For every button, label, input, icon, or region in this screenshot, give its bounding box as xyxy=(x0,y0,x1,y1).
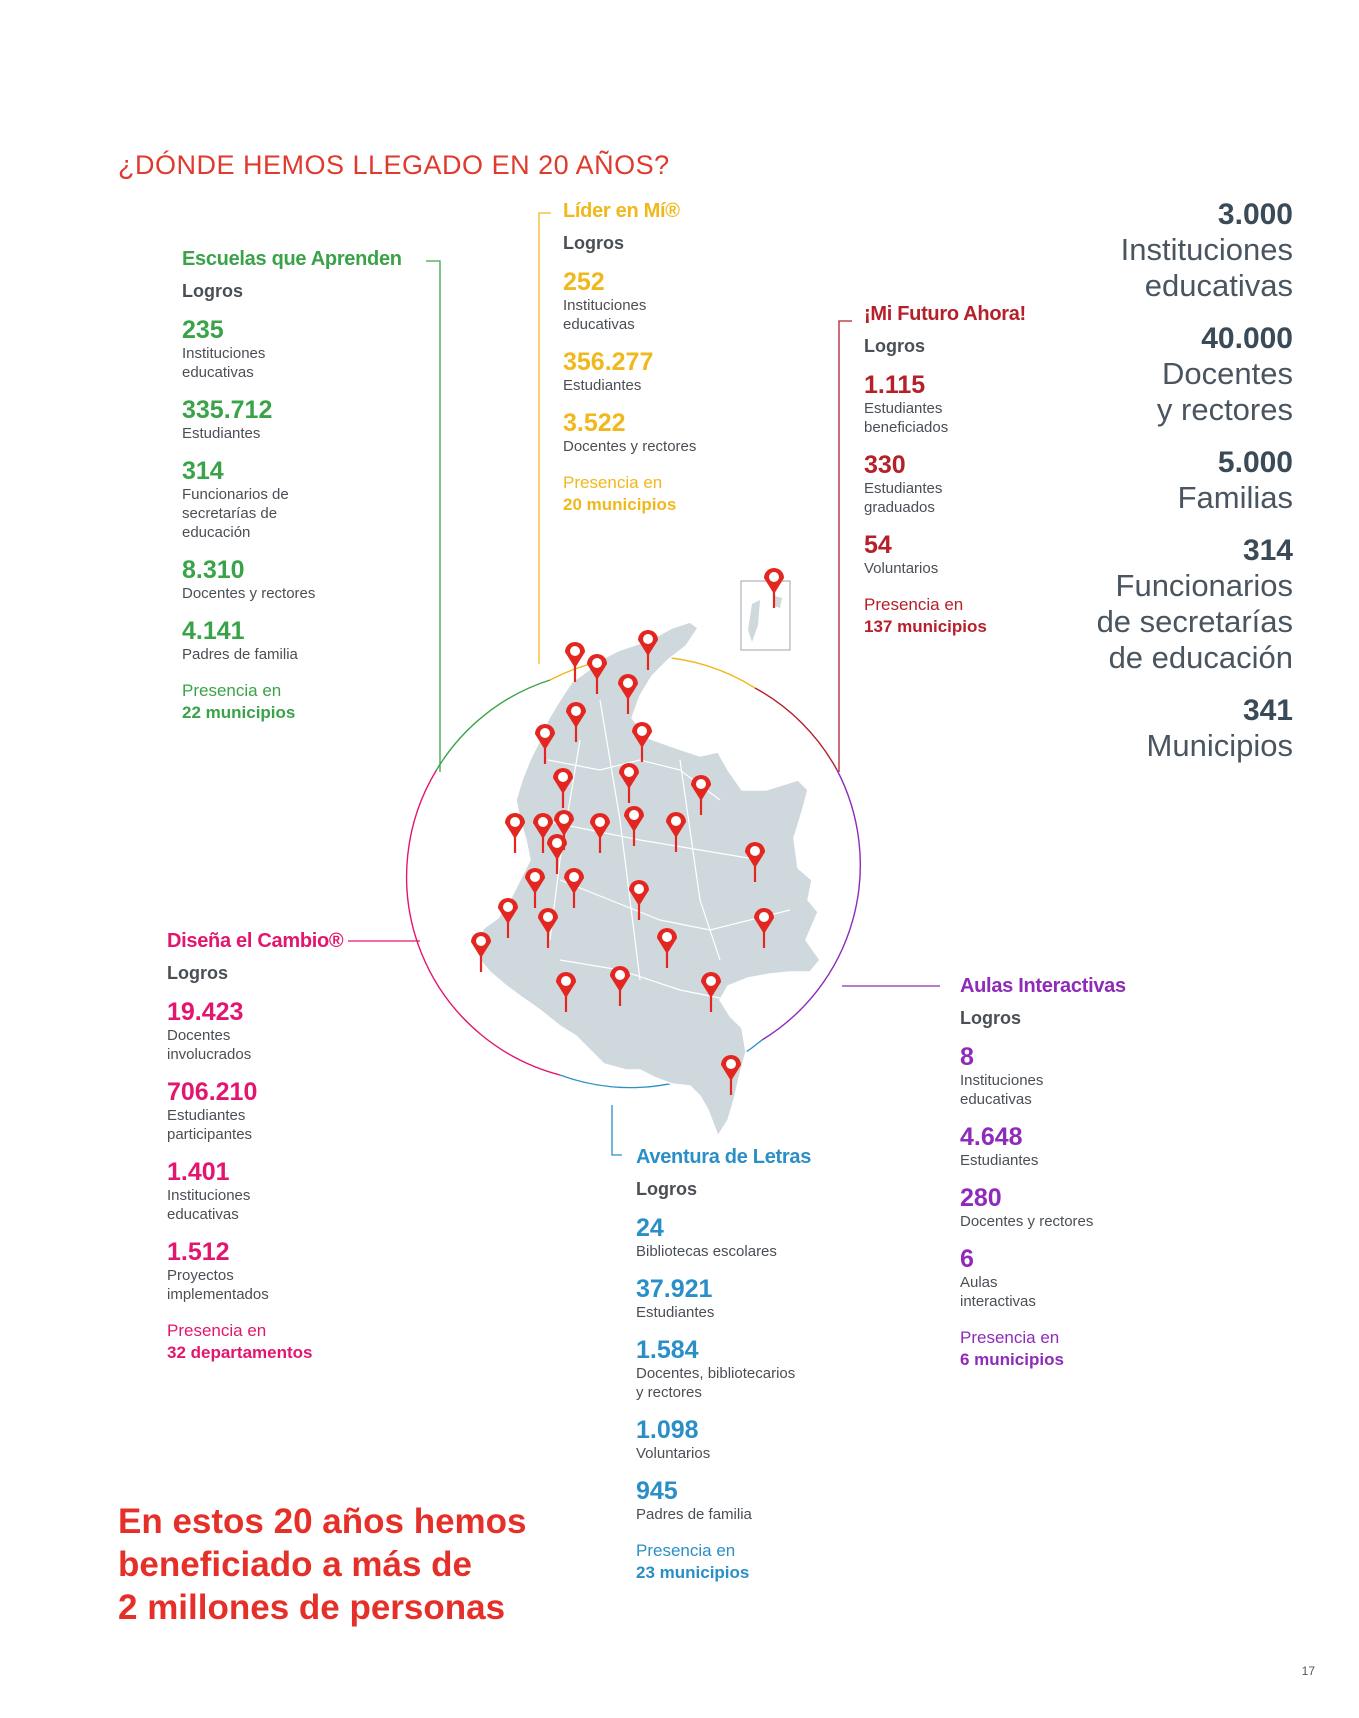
lider-connector xyxy=(539,213,551,664)
escuelas-presence xyxy=(182,680,422,724)
stat-label: Bibliotecas escolares xyxy=(636,1243,777,1260)
stat-number: 8.310 xyxy=(182,556,245,584)
stat-number: 4.141 xyxy=(182,617,245,645)
aventura-stat xyxy=(636,1336,866,1402)
aulas-presence xyxy=(960,1327,1190,1371)
aulas-logros: Logros xyxy=(960,1008,1021,1028)
summary-number: 40.000 xyxy=(1201,322,1293,355)
summary-label: Instituciones educativas xyxy=(1120,232,1293,303)
escuelas-stats xyxy=(182,316,422,664)
lider-title: Líder en Mí® xyxy=(563,200,680,222)
providencia-island xyxy=(774,596,782,608)
aventura-stats xyxy=(636,1214,866,1524)
summary-number: 341 xyxy=(1242,694,1293,727)
aventura-presence xyxy=(636,1540,866,1584)
lider-stat xyxy=(563,268,783,334)
presence-label: Presencia en xyxy=(167,1321,267,1340)
presence-label: Presencia en xyxy=(563,473,663,492)
aventura-logros: Logros xyxy=(636,1179,697,1199)
stat-label: Estudiantes participantes xyxy=(167,1107,253,1143)
lider-presence xyxy=(563,472,783,516)
futuro-connector xyxy=(839,321,852,772)
summary-item xyxy=(1097,446,1293,516)
presence-label: Presencia en xyxy=(960,1328,1060,1347)
summary-item xyxy=(1097,694,1293,764)
stat-number: 1.115 xyxy=(864,371,926,399)
aulas-stat xyxy=(960,1123,1190,1170)
stat-number: 54 xyxy=(864,531,892,559)
headline-part3: 2 millones de personas xyxy=(118,1588,506,1627)
presence-label: Presencia en xyxy=(636,1541,736,1560)
stat-label: Aulas interactivas xyxy=(960,1274,1036,1310)
stat-number: 280 xyxy=(960,1184,1002,1212)
stat-label: Estudiantes xyxy=(636,1304,715,1321)
lider-logros: Logros xyxy=(563,233,624,253)
stat-label: Estudiantes xyxy=(960,1152,1039,1169)
stat-number: 19.423 xyxy=(167,998,244,1026)
page-title: ¿DÓNDE HEMOS LLEGADO EN 20 AÑOS? xyxy=(118,150,670,180)
futuro-title: ¡Mi Futuro Ahora! xyxy=(864,303,1026,325)
lider-stats xyxy=(563,268,783,456)
stat-label: Padres de familia xyxy=(636,1506,752,1523)
stat-number: 945 xyxy=(636,1477,678,1505)
presence-value: 20 municipios xyxy=(563,495,677,514)
headline-part1: En estos xyxy=(118,1502,274,1541)
stat-number: 6 xyxy=(960,1245,974,1273)
stat-label: Proyectos implementados xyxy=(167,1267,269,1303)
aulas-stat xyxy=(960,1184,1190,1231)
futuro-logros: Logros xyxy=(864,336,925,356)
futuro-stats xyxy=(864,371,1084,578)
escuelas-block xyxy=(182,248,422,724)
aventura-stat xyxy=(636,1275,866,1322)
escuelas-stat xyxy=(182,396,422,443)
escuelas-title: Escuelas que Aprenden xyxy=(182,248,402,270)
stat-label: Instituciones educativas xyxy=(167,1187,251,1223)
stat-label: Voluntarios xyxy=(864,560,939,577)
stat-label: Docentes involucrados xyxy=(167,1027,252,1063)
presence-value: 137 municipios xyxy=(864,617,987,636)
stat-number: 1.098 xyxy=(636,1416,699,1444)
stat-label: Estudiantes beneficiados xyxy=(864,400,949,436)
stat-label: Instituciones educativas xyxy=(563,297,647,333)
colombia-map xyxy=(476,622,820,1136)
summary-number: 5.000 xyxy=(1217,446,1293,479)
stat-label: Instituciones educativas xyxy=(960,1072,1044,1108)
futuro-stat xyxy=(864,531,1084,578)
stat-number: 314 xyxy=(182,457,224,485)
summary-label: Familias xyxy=(1177,480,1293,515)
aventura-stat xyxy=(636,1477,866,1524)
stat-label: Docentes y rectores xyxy=(960,1213,1094,1230)
san-andres-inset xyxy=(741,581,790,650)
lider-stat xyxy=(563,348,783,395)
disena-presence xyxy=(167,1320,397,1364)
stat-number: 3.522 xyxy=(563,409,626,437)
san-andres-island xyxy=(748,600,760,642)
aventura-connector xyxy=(612,1105,622,1155)
lider-stat xyxy=(563,409,783,456)
disena-logros: Logros xyxy=(167,963,228,983)
summary-number: 314 xyxy=(1242,534,1293,567)
stat-number: 8 xyxy=(960,1043,974,1071)
aulas-stat xyxy=(960,1245,1190,1311)
summary-label: Municipios xyxy=(1146,728,1293,763)
presence-label: Presencia en xyxy=(182,681,282,700)
presence-value: 23 municipios xyxy=(636,1563,750,1582)
summary-item xyxy=(1097,534,1293,676)
escuelas-stat xyxy=(182,316,422,382)
disena-stat xyxy=(167,1238,397,1304)
aulas-title: Aulas Interactivas xyxy=(960,975,1126,997)
stat-number: 252 xyxy=(563,268,605,296)
stat-number: 330 xyxy=(864,451,906,479)
stat-label: Docentes y rectores xyxy=(182,585,316,602)
disena-stat xyxy=(167,998,397,1064)
stat-label: Estudiantes xyxy=(182,425,261,442)
futuro-stat xyxy=(864,371,1084,437)
aventura-block xyxy=(636,1146,866,1584)
stat-label: Docentes, bibliotecarios y rectores xyxy=(636,1365,796,1401)
stat-label: Funcionarios de secretarías de educación xyxy=(182,486,289,541)
futuro-presence xyxy=(864,594,1084,638)
presence-value: 6 municipios xyxy=(960,1350,1064,1369)
escuelas-logros: Logros xyxy=(182,281,243,301)
presence-label: Presencia en xyxy=(864,595,964,614)
stat-number: 4.648 xyxy=(960,1123,1023,1151)
stat-number: 356.277 xyxy=(563,348,654,376)
stat-number: 37.921 xyxy=(636,1275,713,1303)
escuelas-stat xyxy=(182,617,422,664)
aulas-stat xyxy=(960,1043,1190,1109)
escuelas-stat xyxy=(182,556,422,603)
aventura-stat xyxy=(636,1214,866,1261)
disena-stat xyxy=(167,1158,397,1224)
headline-highlight: 20 años xyxy=(273,1502,404,1541)
headline-part2: hemos beneficiado a más de xyxy=(118,1502,527,1584)
stat-label: Instituciones educativas xyxy=(182,345,266,381)
summary-totals xyxy=(1097,198,1293,782)
disena-stats xyxy=(167,998,397,1304)
escuelas-stat xyxy=(182,457,422,542)
summary-number: 3.000 xyxy=(1217,198,1293,231)
stat-label: Estudiantes xyxy=(563,377,642,394)
presence-value: 32 departamentos xyxy=(167,1343,313,1362)
stat-number: 1.401 xyxy=(167,1158,230,1186)
disena-title: Diseña el Cambio® xyxy=(167,930,344,952)
stat-label: Estudiantes graduados xyxy=(864,480,943,516)
summary-label: Docentes y rectores xyxy=(1156,356,1293,427)
aventura-stat xyxy=(636,1416,866,1463)
stat-number: 24 xyxy=(636,1214,664,1242)
summary-item xyxy=(1097,322,1293,428)
stat-number: 335.712 xyxy=(182,396,273,424)
disena-stat xyxy=(167,1078,397,1144)
futuro-block xyxy=(864,303,1084,638)
futuro-stat xyxy=(864,451,1084,517)
lider-block xyxy=(563,200,783,516)
headline xyxy=(118,1500,548,1629)
stat-number: 1.512 xyxy=(167,1238,230,1266)
aulas-stats xyxy=(960,1043,1190,1311)
stat-number: 235 xyxy=(182,316,224,344)
summary-label: Funcionarios de secretarías de educación xyxy=(1096,568,1293,675)
summary-item xyxy=(1097,198,1293,304)
page-number: 17 xyxy=(1301,1664,1315,1678)
stat-label: Padres de familia xyxy=(182,646,298,663)
aulas-block xyxy=(960,975,1190,1371)
stat-number: 706.210 xyxy=(167,1078,258,1106)
disena-block xyxy=(167,930,397,1364)
presence-value: 22 municipios xyxy=(182,703,296,722)
stat-number: 1.584 xyxy=(636,1336,699,1364)
stat-label: Docentes y rectores xyxy=(563,438,697,455)
escuelas-connector xyxy=(426,261,440,772)
aventura-title: Aventura de Letras xyxy=(636,1146,812,1168)
stat-label: Voluntarios xyxy=(636,1445,711,1462)
